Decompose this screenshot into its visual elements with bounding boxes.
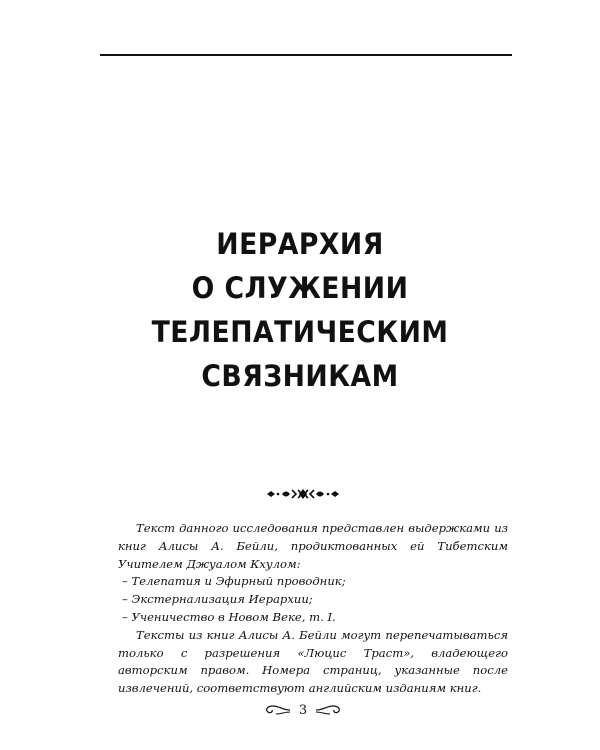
book-list-item: – Ученичество в Новом Веке, т. I.	[122, 609, 336, 624]
title-line-4: СВЯЗНИКАМ	[201, 359, 399, 393]
title-line-1: ИЕРАРХИЯ	[216, 227, 384, 261]
header-rule	[100, 54, 512, 56]
swirl-left-icon	[261, 704, 291, 716]
title-line-3: ТЕЛЕПАТИЧЕСКИМ	[151, 315, 449, 349]
page-number: 3	[298, 702, 308, 718]
book-list-item: – Экстернализация Иерархии;	[122, 592, 313, 607]
swirl-right-icon	[315, 704, 345, 716]
body-text	[118, 520, 508, 698]
intro-paragraph: Текст данного исследования представлен выдержками из книг Алисы А. Бейли, продиктованных ей Тибетским Учителем Джуалом Кхулом:	[118, 521, 508, 571]
title-line-2: О СЛУЖЕНИИ	[191, 271, 409, 305]
copyright-paragraph: Тексты из книг Алисы А. Бейли могут перепечатываться только с разрешения «Люцис Траст», владеющего авторским правом. Номера страниц, указанные после извлечений, соответствуют английским изданиям книг.	[118, 627, 508, 696]
page-footer	[255, 700, 351, 720]
page-title	[98, 222, 503, 398]
book-list-item: – Телепатия и Эфирный проводник;	[122, 574, 346, 589]
ornament-divider-icon	[265, 487, 341, 501]
